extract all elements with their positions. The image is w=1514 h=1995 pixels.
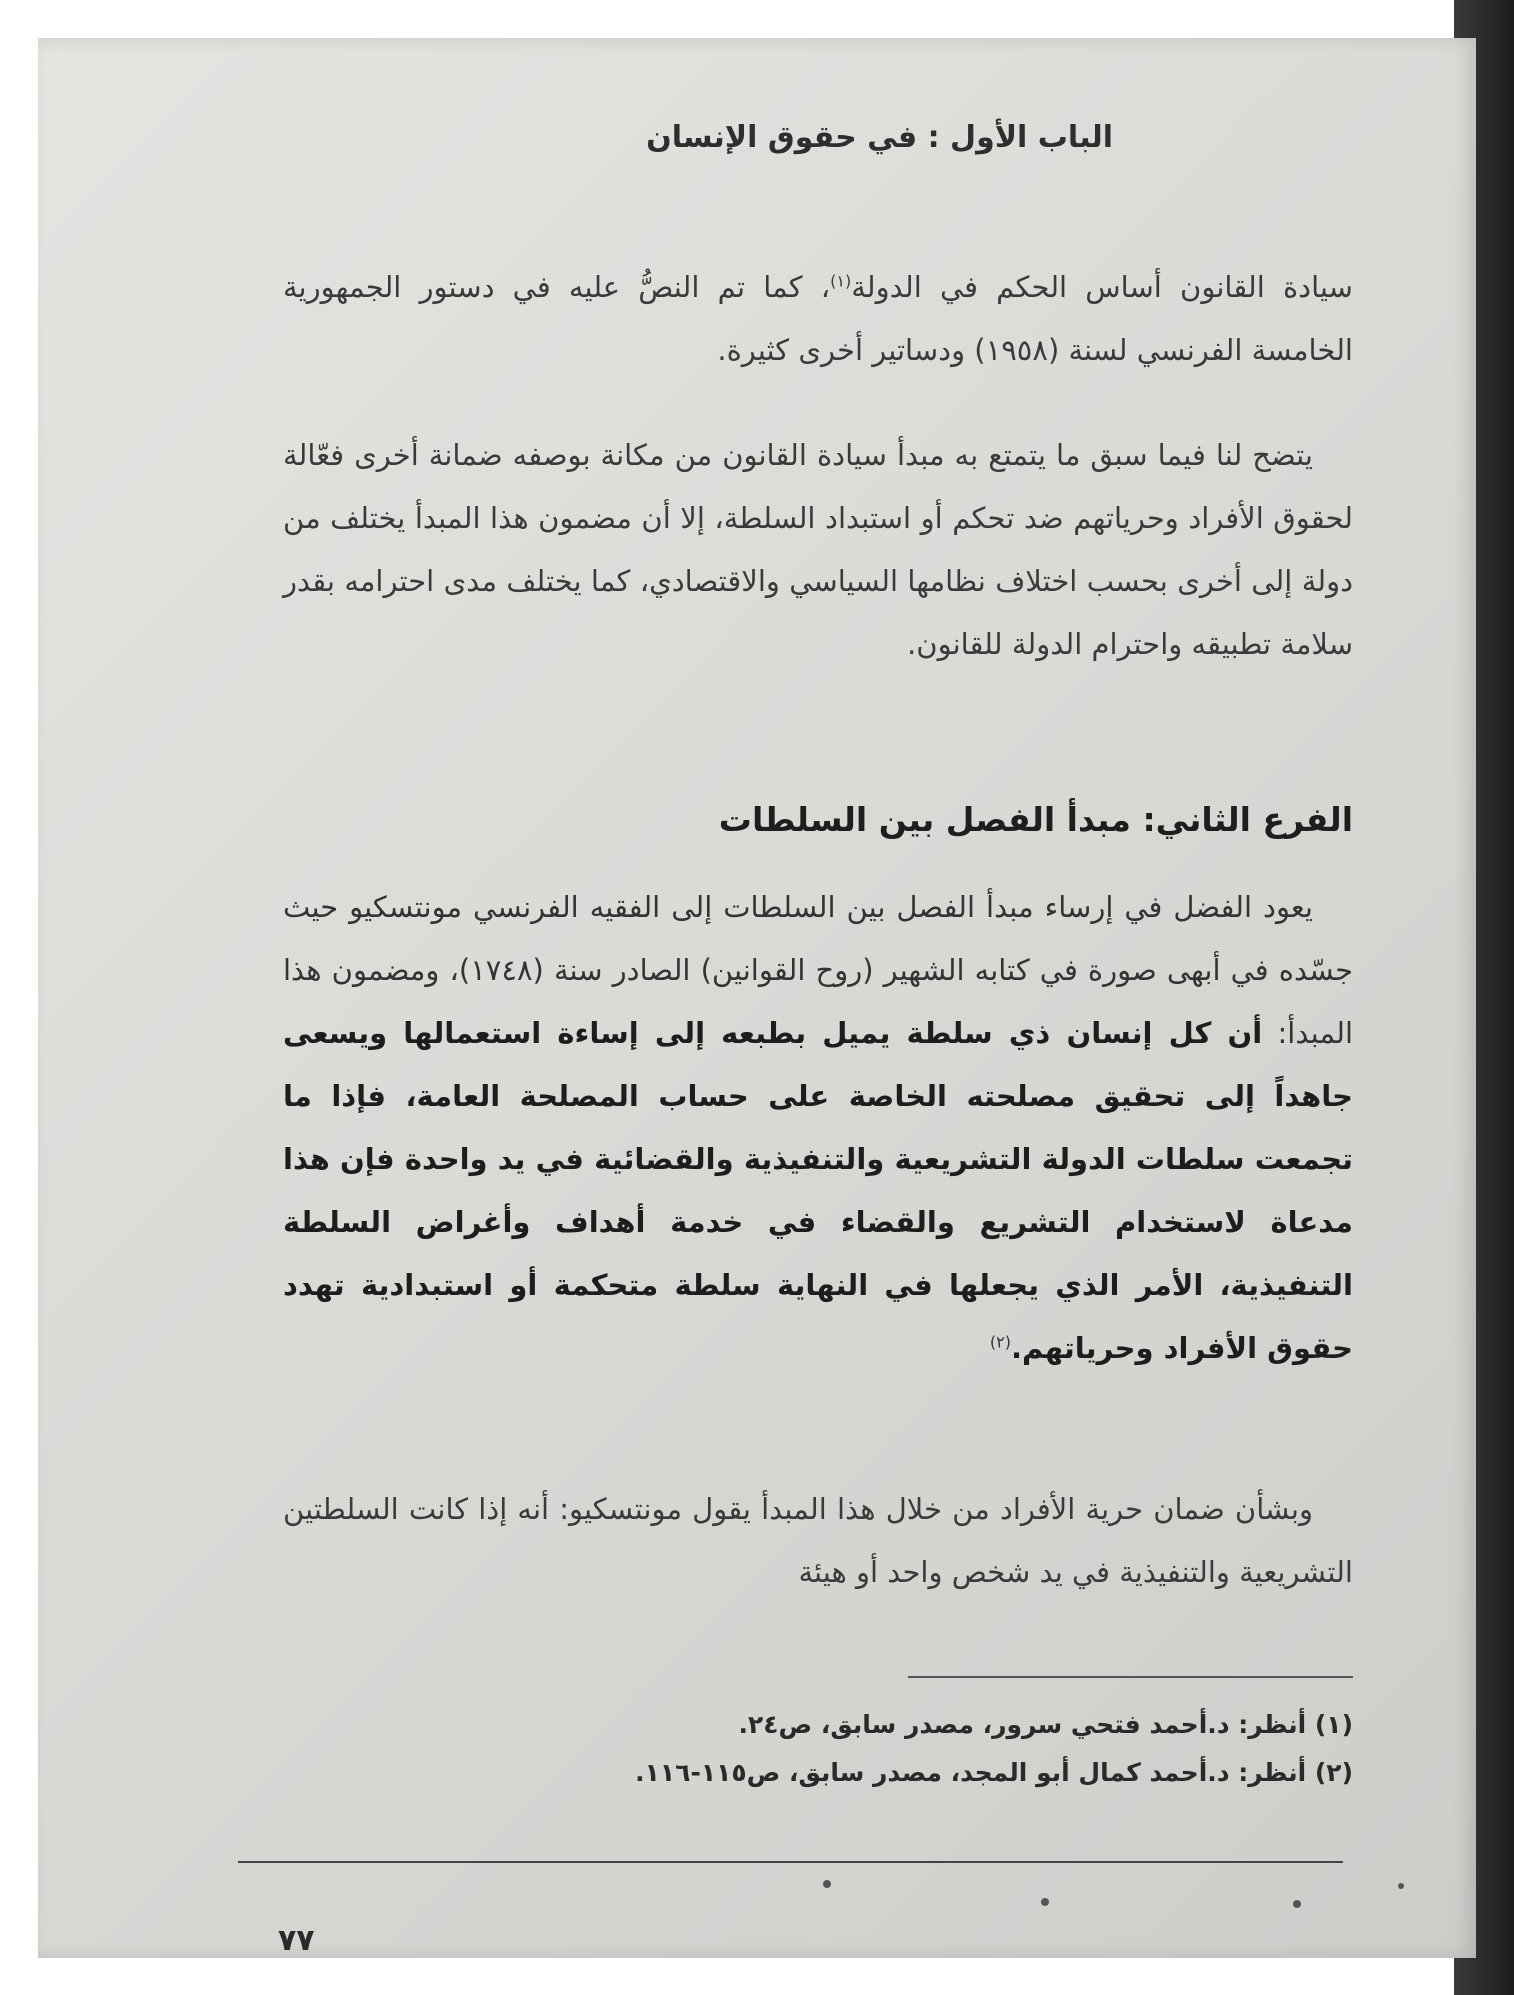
footnote-ref-1: (١) xyxy=(830,271,852,291)
decorative-dot xyxy=(823,1880,831,1888)
footnote-ref-2: (٢) xyxy=(989,1332,1011,1352)
paragraph-1 xyxy=(283,256,1353,382)
paragraph-2: يتضح لنا فيما سبق ما يتمتع به مبدأ سيادة القانون من مكانة بوصفه ضمانة أخرى فعّالة لحقوق الأفراد وحرياتهم ضد تحكم أو استبداد السلطة، إلا أن مضمون هذا المبدأ يختلف من دولة إلى أخرى بحسب اختلاف نظامها السياسي والاقتصادي، كما يختلف مدى احترامه بقدر سلامة تطبيقه واحترام الدولة للقانون. xyxy=(283,438,1353,661)
paragraph-3-plain: يعود الفضل في إرساء مبدأ الفصل بين السلطات إلى الفقيه الفرنسي مونتسكيو حيث جسّده في أبهى صورة في كتابه الشهير (روح القوانين) الصادر سنة (١٧٤٨)، ومضمون هذا المبدأ: xyxy=(283,890,1353,1050)
paragraph-1-text-after: ، كما تم النصُّ عليه في دستور الجمهورية الخامسة الفرنسي لسنة (١٩٥٨) ودساتير أخرى كثيرة. xyxy=(283,270,1353,367)
footnote-separator xyxy=(908,1676,1353,1678)
footnote-2: (٢) أنظر: د.أحمد كمال أبو المجد، مصدر سابق، ص١١٥-١١٦. xyxy=(635,1758,1353,1787)
decorative-dot xyxy=(1293,1900,1301,1908)
paragraph-4: وبشأن ضمان حرية الأفراد من خلال هذا المبدأ يقول مونتسكيو: أنه إذا كانت السلطتين التشريعية والتنفيذية في يد شخص واحد أو هيئة xyxy=(283,1492,1353,1589)
book-page xyxy=(38,38,1476,1958)
paragraph-3-bold: أن كل إنسان ذي سلطة يميل بطبعه إلى إساءة استعمالها ويسعى جاهداً إلى تحقيق مصلحته الخاصة على حساب المصلحة العامة، فإذا ما تجمعت سلطات الدولة التشريعية والتنفيذية والقضائية في يد واحدة فإن هذا مدعاة لاستخدام التشريع والقضاء في خدمة أهداف وأغراض السلطة التنفيذية، الأمر الذي يجعلها في النهاية سلطة متحكمة أو استبدادية تهدد حقوق الأفراد وحرياتهم. xyxy=(283,1016,1353,1365)
section-heading: الفرع الثاني: مبدأ الفصل بين السلطات xyxy=(718,800,1353,839)
paragraph-3 xyxy=(283,876,1353,1380)
page-number: ٧٧ xyxy=(278,1923,315,1958)
paragraph-1-text: سيادة القانون أساس الحكم في الدولة xyxy=(851,270,1353,304)
decorative-dot xyxy=(1398,1883,1404,1889)
bottom-rule xyxy=(238,1861,1343,1863)
running-header: الباب الأول : في حقوق الإنسان xyxy=(646,120,1113,155)
decorative-dot xyxy=(1041,1898,1049,1906)
footnote-1: (١) أنظر: د.أحمد فتحي سرور، مصدر سابق، ص٢٤. xyxy=(738,1710,1353,1739)
